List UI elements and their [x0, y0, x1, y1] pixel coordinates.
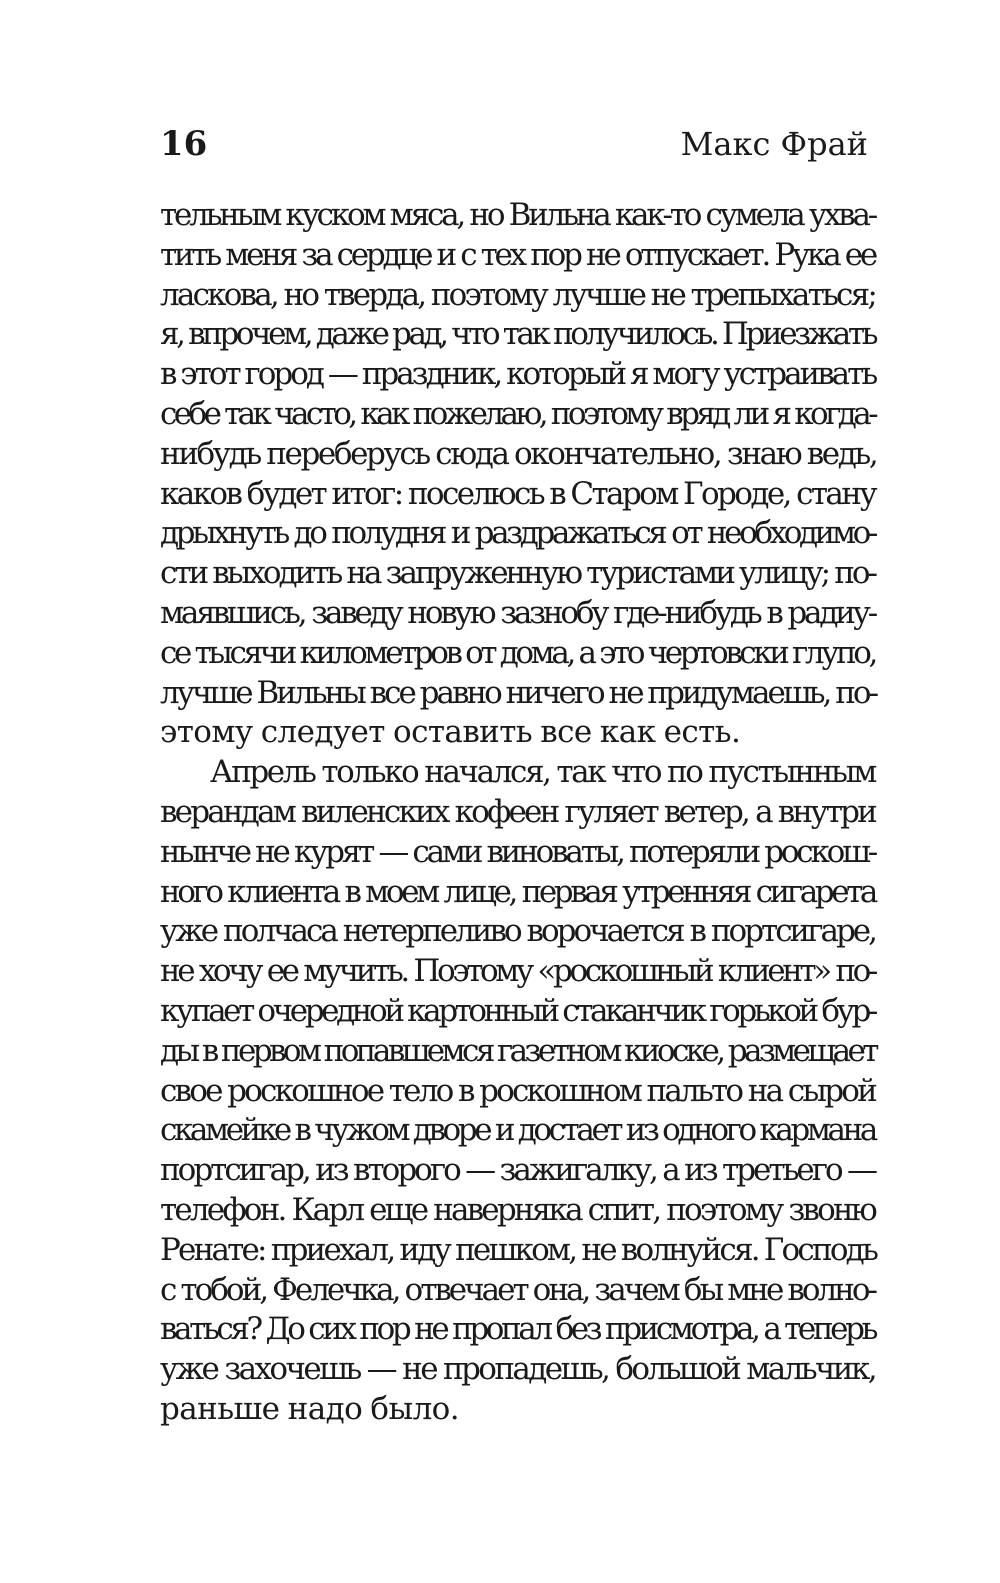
- text-line: нынче не курят — сами виноваты, потеряли роскош-: [160, 833, 875, 870]
- text-line: не хочу ее мучить. Поэтому «роскошный клиент» по-: [160, 953, 875, 990]
- text-line: уже полчаса нетерпеливо ворочается в портсигаре,: [160, 913, 875, 950]
- text-line: Ренате: приехал, иду пешком, не волнуйся. Господь: [160, 1231, 877, 1268]
- text-line: тельным куском мяса, но Вильна как-то сумела ухва-: [160, 197, 875, 233]
- text-line: уже захочешь — не пропадешь, большой мальчик,: [160, 1351, 875, 1388]
- text-line: сти выходить на запруженную туристами улицу; по-: [160, 555, 875, 592]
- page-number: 16: [160, 124, 208, 164]
- text-line: дрыхнуть до полудня и раздражаться от необходимо-: [160, 515, 875, 552]
- text-line: нибудь переберусь сюда окончательно, знаю ведь,: [160, 435, 877, 472]
- text-line: телефон. Карл еще наверняка спит, поэтому звоню: [160, 1191, 875, 1228]
- text-line: свое роскошное тело в роскошном пальто на сырой: [160, 1072, 875, 1109]
- text-line: се тысячи километров от дома, а это чертовски глупо,: [160, 634, 875, 671]
- text-line: ного клиента в моем лице, первая утренняя сигарета: [160, 873, 875, 910]
- text-line: лучше Вильны все равно ничего не придумаешь, по-: [160, 674, 877, 711]
- text-line: раньше надо было.: [160, 1390, 459, 1427]
- text-line: скамейке в чужом дворе и достает из одного кармана: [160, 1112, 875, 1149]
- text-line: в этот город — праздник, который я могу устраивать: [160, 356, 876, 393]
- text-line: купает очередной картонный стаканчик горькой бур-: [160, 992, 875, 1029]
- text-line: ды в первом попавшемся газетном киоске, размещает: [160, 1032, 876, 1069]
- running-head-author: Макс Фрай: [680, 125, 868, 163]
- text-line: верандам виленских кофеен гуляет ветер, а внутри: [160, 793, 875, 830]
- text-line: с тобой, Фелечка, отвечает она, зачем бы мне волно-: [160, 1271, 875, 1308]
- text-line: каков будет итог: поселюсь в Старом Городе, стану: [160, 475, 875, 512]
- body-text: [160, 196, 875, 1430]
- text-line: Апрель только начался, так что по пустынным: [210, 754, 875, 791]
- text-line: тить меня за сердце и с тех пор не отпускает. Рука ее: [160, 236, 875, 273]
- text-line: ласкова, но тверда, поэтому лучше не трепыхаться;: [160, 276, 875, 313]
- text-line: себе так часто, как пожелаю, поэтому вряд ли я когда-: [160, 395, 875, 432]
- text-line: я, впрочем, даже рад, что так получилось. Приезжать: [160, 316, 876, 353]
- text-line: этому следует оставить все как есть.: [160, 714, 741, 751]
- text-line: маявшись, заведу новую зазнобу где-нибудь в радиу-: [160, 594, 875, 631]
- text-line: ваться? До сих пор не пропал без присмотра, а теперь: [160, 1311, 875, 1348]
- text-line: портсигар, из второго — зажигалку, а из третьего —: [160, 1152, 875, 1189]
